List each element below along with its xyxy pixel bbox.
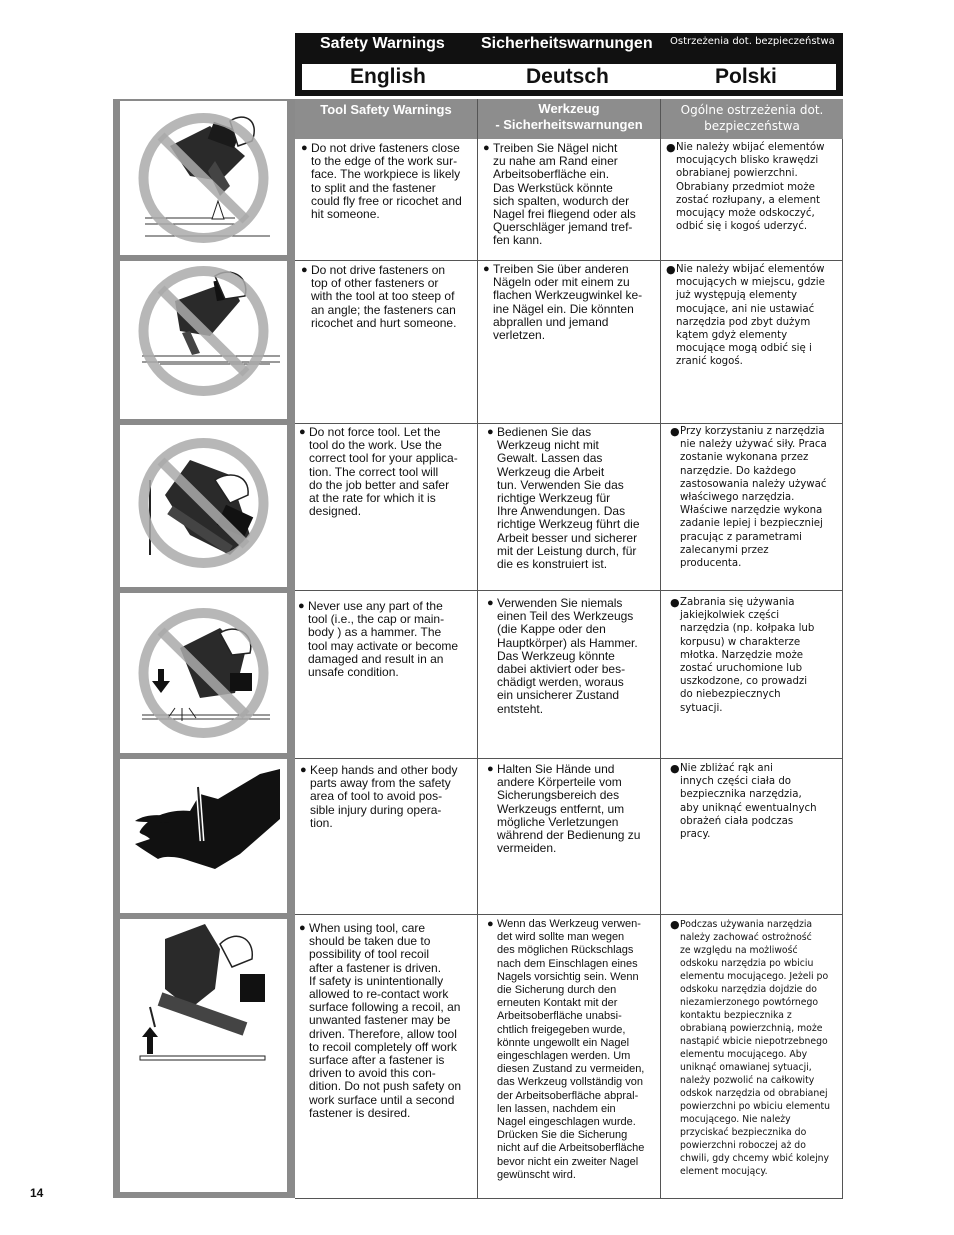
warning-row-1-de: ● Treiben Sie Nägel nicht zu nahe am Rand einer Arbeitsoberfläche ein. Das Werkstück könnte sich spalten, wodurch der Nagel frei fliegend oder als Querschläger jemand tref- fen kann. bbox=[483, 141, 636, 248]
warning-row-5-pl: ● Nie zbliżać rąk ani innych części ciała do bezpiecznika narzędzia, aby uniknąć ewentualnych obrażeń ciała podczas pracy. bbox=[670, 762, 817, 841]
grid-line bbox=[295, 914, 843, 915]
grid-line bbox=[295, 590, 843, 591]
column-header-en: Tool Safety Warnings bbox=[295, 99, 477, 139]
warning-row-4-en: ● Never use any part of the tool (i.e., the cap or main- body ) as a hammer. The tool may activate or become damaged and result in an unsafe condition. bbox=[298, 599, 459, 680]
language-bar bbox=[302, 64, 836, 90]
warning-row-1-en: ● Do not drive fasteners close to the edge of the work sur- face. The workpiece is likely to split and the fastener could fly free or ricochet and hit someone. bbox=[301, 141, 462, 222]
illustration-column bbox=[113, 99, 295, 1198]
grid-line bbox=[842, 139, 843, 1198]
tool-recoil-icon bbox=[120, 919, 287, 1192]
warning-row-5-de: ● Halten Sie Hände und andere Körperteile vom Sicherungsbereich des Werkzeugs entfernt, um mögliche Verletzungen während der Bedienung zu vermeiden. bbox=[487, 762, 641, 856]
grid-line bbox=[295, 1198, 843, 1199]
page-number: 14 bbox=[30, 1186, 44, 1200]
column-header-de: Werkzeug - Sicherheitswarnungen bbox=[478, 99, 660, 139]
grid-line bbox=[295, 758, 843, 759]
no-steep-angle-icon bbox=[120, 261, 287, 419]
no-hammer-icon bbox=[120, 593, 287, 753]
warning-row-3-pl: ● Przy korzystaniu z narzędzia nie należy używać siły. Praca zostanie wykonana przez narzędzie. Do każdego zastosowania należy używać właściwego narzędzia. Właściwe narzędzie wykona zadanie lepiej i bezpieczniej pracując z parametrami zalecanymi przez producenta. bbox=[670, 425, 827, 570]
grid-line bbox=[295, 260, 843, 261]
warning-row-2-pl: ● Nie należy wbijać elementów mocujących w miejscu, gdzie już występują elementy mocujące, ani nie ustawiać narzędzia pod zbyt dużym kątem gdyż elementy mocujące mogą odbić się i zranić kogoś. bbox=[666, 263, 825, 368]
grid-line bbox=[660, 99, 661, 1198]
header-title-pl: Ostrzeżenia dot. bezpieczeństwa bbox=[670, 36, 835, 47]
warning-row-4-de: ● Verwenden Sie niemals einen Teil des Werkzeugs (die Kappe oder den Hauptkörper) als Hammer. Das Werkzeug könnte dabei aktiviert oder bes- chädigt werden, woraus ein unsicherer Zustand entsteht. bbox=[487, 596, 638, 716]
no-force-tool-icon bbox=[120, 425, 287, 587]
warning-row-4-pl: ● Zabrania się używania jakiejkolwiek części narzędzia (np. kołpaka lub korpusu) w charakterze młotka. Narzędzie może zostać uruchomione lub uszkodzone, co prowadzi do niebezpiecznych sytuacji. bbox=[670, 596, 815, 714]
language-english: English bbox=[350, 65, 426, 88]
no-drive-near-edge-icon bbox=[120, 101, 287, 255]
warning-row-3-de: ● Bedienen Sie das Werkzeug nicht mit Gewalt. Lassen das Werkzeug die Arbeit tun. Verwenden Sie das richtige Werkzeug für Ihre Anwendungen. Das richtige Werkzeug führt die Arbeit besser und sicherer mit der Leistung durch, für die es konstruiert ist. bbox=[487, 425, 640, 572]
warning-row-6-pl: ● Podczas używania narzędzia należy zachować ostrożność ze względu na możliwość odskoku narzędzia po wbiciu elementu mocującego. Jeżeli po odskoku narzędzia dojdzie do niezamierzonego powtórnego kontaktu bezpiecznika z obrabianą powierzchnią, może nastąpić wbicie niepotrzebnego elementu mocującego. Aby uniknąć omawianej sytuacji, należy pozwolić na całkowity odskok narzędzia od obrabianej powierzchni po wbiciu elementu mocującego. Nie należy przyciskać bezpiecznika do powierzchni roboczej aż do chwili, gdy chcemy wbić kolejny element mocujący. bbox=[670, 918, 831, 1177]
grid-line bbox=[477, 99, 478, 1198]
warning-row-2-en: ● Do not drive fasteners on top of other fasteners or with the tool at too steep of an angle; the fasteners can ricochet and hurt someone. bbox=[301, 263, 457, 330]
column-header-pl: Ogólne ostrzeżenia dot. bezpieczeństwa bbox=[661, 99, 843, 139]
language-polski: Polski bbox=[715, 65, 777, 88]
warning-row-1-pl: ● Nie należy wbijać elementów mocujących blisko krawędzi obrabianej powierzchni. Obrabiany przedmiot może zostać rozłupany, a element mocujący może odskoczyć, odbić się i kogoś uderzyć. bbox=[666, 141, 825, 233]
warning-row-5-en: ● Keep hands and other body parts away from the safety area of tool to avoid pos- sible injury during opera- tion. bbox=[300, 763, 458, 830]
safety-warnings-header bbox=[295, 33, 843, 96]
header-title-de: Sicherheitswarnungen bbox=[481, 35, 653, 52]
warning-row-6-de: ● Wenn das Werkzeug verwen- det wird sollte man wegen des möglichen Rückschlags nach dem Einschlagen eines Nagels vorsichtig sein. Wenn die Sicherung durch den erneuten Kontakt mit der Arbeitsoberfläche unabsi- chtlich freigegeben wurde, könnte ungewollt ein Nagel eingeschlagen werden. Um diesen Zustand zu vermeiden, das Werkzeug vollständig von der Arbeitsoberfläche abpral- len lassen, nachdem ein Nagel eingeschlagen wurde. Drücken Sie die Sicherung nicht auf die Arbeitsoberfläche bevor nicht ein zweiter Nagel gewünscht wird. bbox=[487, 918, 645, 1181]
warning-row-6-en: ● When using tool, care should be taken due to possibility of tool recoil after a fastener is driven. If safety is unintentionally allowed to re-contact work surface following a recoil, an unwanted fastener may be driven. Therefore, allow tool to recoil completely off work surface after a fastener is driven to avoid this con- dition. Do not push safety on work surface until a second fastener is desired. bbox=[299, 921, 462, 1120]
language-deutsch: Deutsch bbox=[526, 65, 609, 88]
header-title-en: Safety Warnings bbox=[320, 35, 445, 52]
grid-line bbox=[295, 423, 843, 424]
hand-nail-icon bbox=[120, 759, 287, 913]
warning-row-2-de: ● Treiben Sie über anderen Nägeln oder mit einem zu flachen Werkzeugwinkel ke- ine Nägel ein. Die könnten abprallen und jemand verletzen. bbox=[483, 262, 643, 343]
warning-row-3-en: ● Do not force tool. Let the tool do the work. Use the correct tool for your applica- tion. The correct tool will do the job better and safer at the rate for which it is designed. bbox=[299, 425, 458, 519]
